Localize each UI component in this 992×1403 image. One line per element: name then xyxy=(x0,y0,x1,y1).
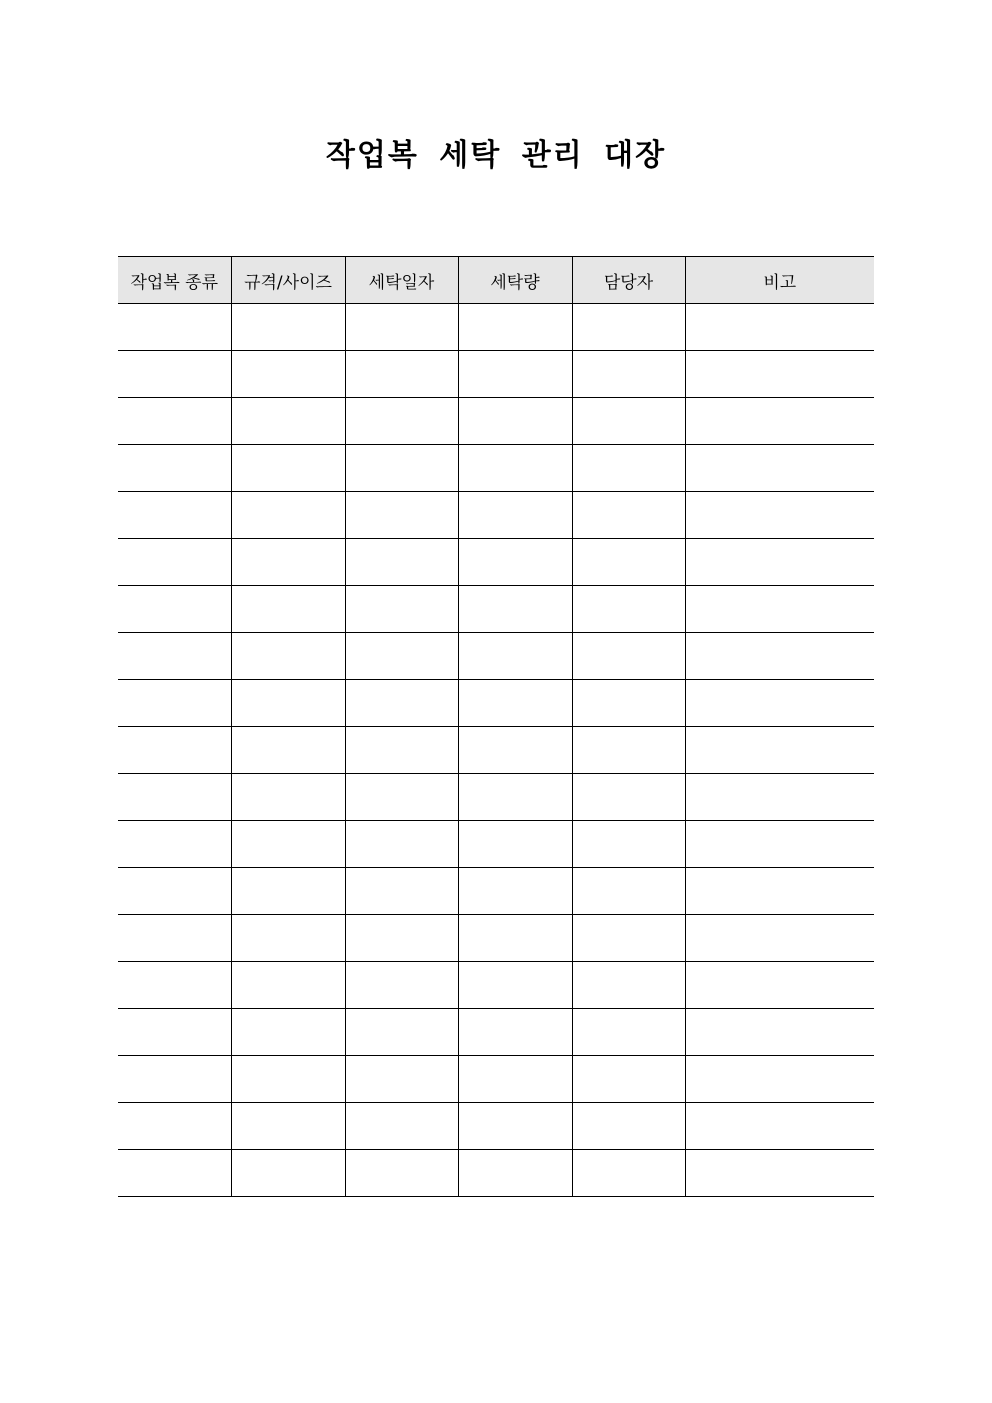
table-cell[interactable] xyxy=(685,539,874,586)
table-cell[interactable] xyxy=(231,351,345,398)
table-cell[interactable] xyxy=(231,821,345,868)
table-row xyxy=(118,774,874,821)
table-cell[interactable] xyxy=(572,398,685,445)
table-cell[interactable] xyxy=(118,774,231,821)
table-cell[interactable] xyxy=(572,1056,685,1103)
table-cell[interactable] xyxy=(572,1009,685,1056)
table-row xyxy=(118,821,874,868)
header-wash-amount: 세탁량 xyxy=(458,257,572,304)
table-cell[interactable] xyxy=(458,915,572,962)
table-cell[interactable] xyxy=(231,727,345,774)
laundry-ledger-table xyxy=(118,256,874,1197)
table-cell[interactable] xyxy=(345,445,458,492)
table-cell[interactable] xyxy=(345,304,458,351)
table-cell[interactable] xyxy=(345,586,458,633)
table-cell[interactable] xyxy=(572,539,685,586)
table-row xyxy=(118,304,874,351)
table-cell[interactable] xyxy=(118,539,231,586)
table-cell[interactable] xyxy=(231,1009,345,1056)
table-cell[interactable] xyxy=(458,821,572,868)
table-cell[interactable] xyxy=(685,586,874,633)
table-cell[interactable] xyxy=(231,868,345,915)
table-body xyxy=(118,304,874,1197)
table-cell[interactable] xyxy=(231,398,345,445)
table-cell[interactable] xyxy=(345,351,458,398)
table-cell[interactable] xyxy=(458,492,572,539)
table-cell[interactable] xyxy=(231,586,345,633)
table-cell[interactable] xyxy=(458,868,572,915)
table-cell[interactable] xyxy=(572,962,685,1009)
table-cell[interactable] xyxy=(572,304,685,351)
table-cell[interactable] xyxy=(231,304,345,351)
table-cell[interactable] xyxy=(345,774,458,821)
table-row xyxy=(118,868,874,915)
table-cell[interactable] xyxy=(572,1150,685,1197)
table-cell[interactable] xyxy=(685,351,874,398)
table-cell[interactable] xyxy=(685,727,874,774)
table-cell[interactable] xyxy=(572,1103,685,1150)
table-cell[interactable] xyxy=(231,915,345,962)
table-row xyxy=(118,445,874,492)
table-cell[interactable] xyxy=(231,1103,345,1150)
table-cell[interactable] xyxy=(118,1056,231,1103)
table-cell[interactable] xyxy=(118,304,231,351)
table-row xyxy=(118,1103,874,1150)
table-cell[interactable] xyxy=(231,445,345,492)
table-cell[interactable] xyxy=(345,398,458,445)
table-cell[interactable] xyxy=(345,1009,458,1056)
table-cell[interactable] xyxy=(345,492,458,539)
table-row xyxy=(118,962,874,1009)
header-uniform-type: 작업복 종류 xyxy=(118,257,231,304)
table-cell[interactable] xyxy=(685,774,874,821)
table-cell[interactable] xyxy=(458,1103,572,1150)
table-cell[interactable] xyxy=(572,680,685,727)
table-cell[interactable] xyxy=(685,633,874,680)
table-cell[interactable] xyxy=(685,398,874,445)
table-cell[interactable] xyxy=(685,445,874,492)
table-cell[interactable] xyxy=(458,304,572,351)
table-cell[interactable] xyxy=(685,1056,874,1103)
table-cell[interactable] xyxy=(345,1103,458,1150)
table-row xyxy=(118,1009,874,1056)
table-row xyxy=(118,539,874,586)
table-cell[interactable] xyxy=(458,351,572,398)
table-cell[interactable] xyxy=(118,1103,231,1150)
table-cell[interactable] xyxy=(345,727,458,774)
table-cell[interactable] xyxy=(118,821,231,868)
table-row xyxy=(118,1056,874,1103)
table-cell[interactable] xyxy=(345,821,458,868)
table-cell[interactable] xyxy=(231,633,345,680)
table-cell[interactable] xyxy=(572,868,685,915)
table-cell[interactable] xyxy=(345,539,458,586)
table-cell[interactable] xyxy=(458,586,572,633)
table-cell[interactable] xyxy=(118,445,231,492)
table-cell[interactable] xyxy=(685,1103,874,1150)
table-cell[interactable] xyxy=(231,962,345,1009)
table-cell[interactable] xyxy=(345,868,458,915)
table-cell[interactable] xyxy=(118,633,231,680)
table-header-row xyxy=(118,257,874,304)
table-cell[interactable] xyxy=(572,915,685,962)
table-cell[interactable] xyxy=(685,680,874,727)
table-row xyxy=(118,727,874,774)
table-cell[interactable] xyxy=(572,586,685,633)
table-cell[interactable] xyxy=(685,915,874,962)
table-cell[interactable] xyxy=(685,821,874,868)
table-cell[interactable] xyxy=(118,868,231,915)
header-wash-date: 세탁일자 xyxy=(345,257,458,304)
table-cell[interactable] xyxy=(685,1009,874,1056)
table-cell[interactable] xyxy=(458,774,572,821)
table-cell[interactable] xyxy=(231,1056,345,1103)
table-cell[interactable] xyxy=(458,1150,572,1197)
table-row xyxy=(118,915,874,962)
table-cell[interactable] xyxy=(231,1150,345,1197)
table-cell[interactable] xyxy=(118,1009,231,1056)
table-cell[interactable] xyxy=(458,633,572,680)
table-cell[interactable] xyxy=(118,915,231,962)
header-person-in-charge: 담당자 xyxy=(572,257,685,304)
table-cell[interactable] xyxy=(572,351,685,398)
table-row xyxy=(118,633,874,680)
table-cell[interactable] xyxy=(572,821,685,868)
table-cell[interactable] xyxy=(118,1150,231,1197)
table-cell[interactable] xyxy=(572,727,685,774)
table-cell[interactable] xyxy=(458,680,572,727)
table-cell[interactable] xyxy=(572,445,685,492)
table-cell[interactable] xyxy=(458,1009,572,1056)
table-row xyxy=(118,351,874,398)
table-cell[interactable] xyxy=(685,868,874,915)
header-remarks: 비고 xyxy=(685,257,874,304)
table-cell[interactable] xyxy=(118,962,231,1009)
table-cell[interactable] xyxy=(685,1150,874,1197)
table-row xyxy=(118,586,874,633)
table-cell[interactable] xyxy=(685,492,874,539)
header-size: 규격/사이즈 xyxy=(231,257,345,304)
table-cell[interactable] xyxy=(231,492,345,539)
table-cell[interactable] xyxy=(345,962,458,1009)
table-cell[interactable] xyxy=(231,680,345,727)
page-title: 작업복 세탁 관리 대장 xyxy=(325,138,667,173)
table-cell[interactable] xyxy=(118,351,231,398)
table-cell[interactable] xyxy=(118,680,231,727)
table-cell[interactable] xyxy=(345,1150,458,1197)
table-cell[interactable] xyxy=(572,633,685,680)
table-cell[interactable] xyxy=(118,398,231,445)
table-row xyxy=(118,1150,874,1197)
table-cell[interactable] xyxy=(231,539,345,586)
table-cell[interactable] xyxy=(345,915,458,962)
table-cell[interactable] xyxy=(685,304,874,351)
table-row xyxy=(118,680,874,727)
table-cell[interactable] xyxy=(345,1056,458,1103)
table-cell[interactable] xyxy=(572,774,685,821)
table-row xyxy=(118,398,874,445)
table-cell[interactable] xyxy=(458,1056,572,1103)
table-cell[interactable] xyxy=(118,586,231,633)
table-cell[interactable] xyxy=(345,680,458,727)
table-row xyxy=(118,492,874,539)
table-cell[interactable] xyxy=(458,962,572,1009)
table-cell[interactable] xyxy=(231,774,345,821)
table-cell[interactable] xyxy=(458,539,572,586)
table-cell[interactable] xyxy=(458,398,572,445)
table-cell[interactable] xyxy=(572,492,685,539)
table-cell[interactable] xyxy=(458,445,572,492)
table-cell[interactable] xyxy=(118,492,231,539)
table-cell[interactable] xyxy=(118,727,231,774)
table-cell[interactable] xyxy=(345,633,458,680)
table-cell[interactable] xyxy=(685,962,874,1009)
table-cell[interactable] xyxy=(458,727,572,774)
